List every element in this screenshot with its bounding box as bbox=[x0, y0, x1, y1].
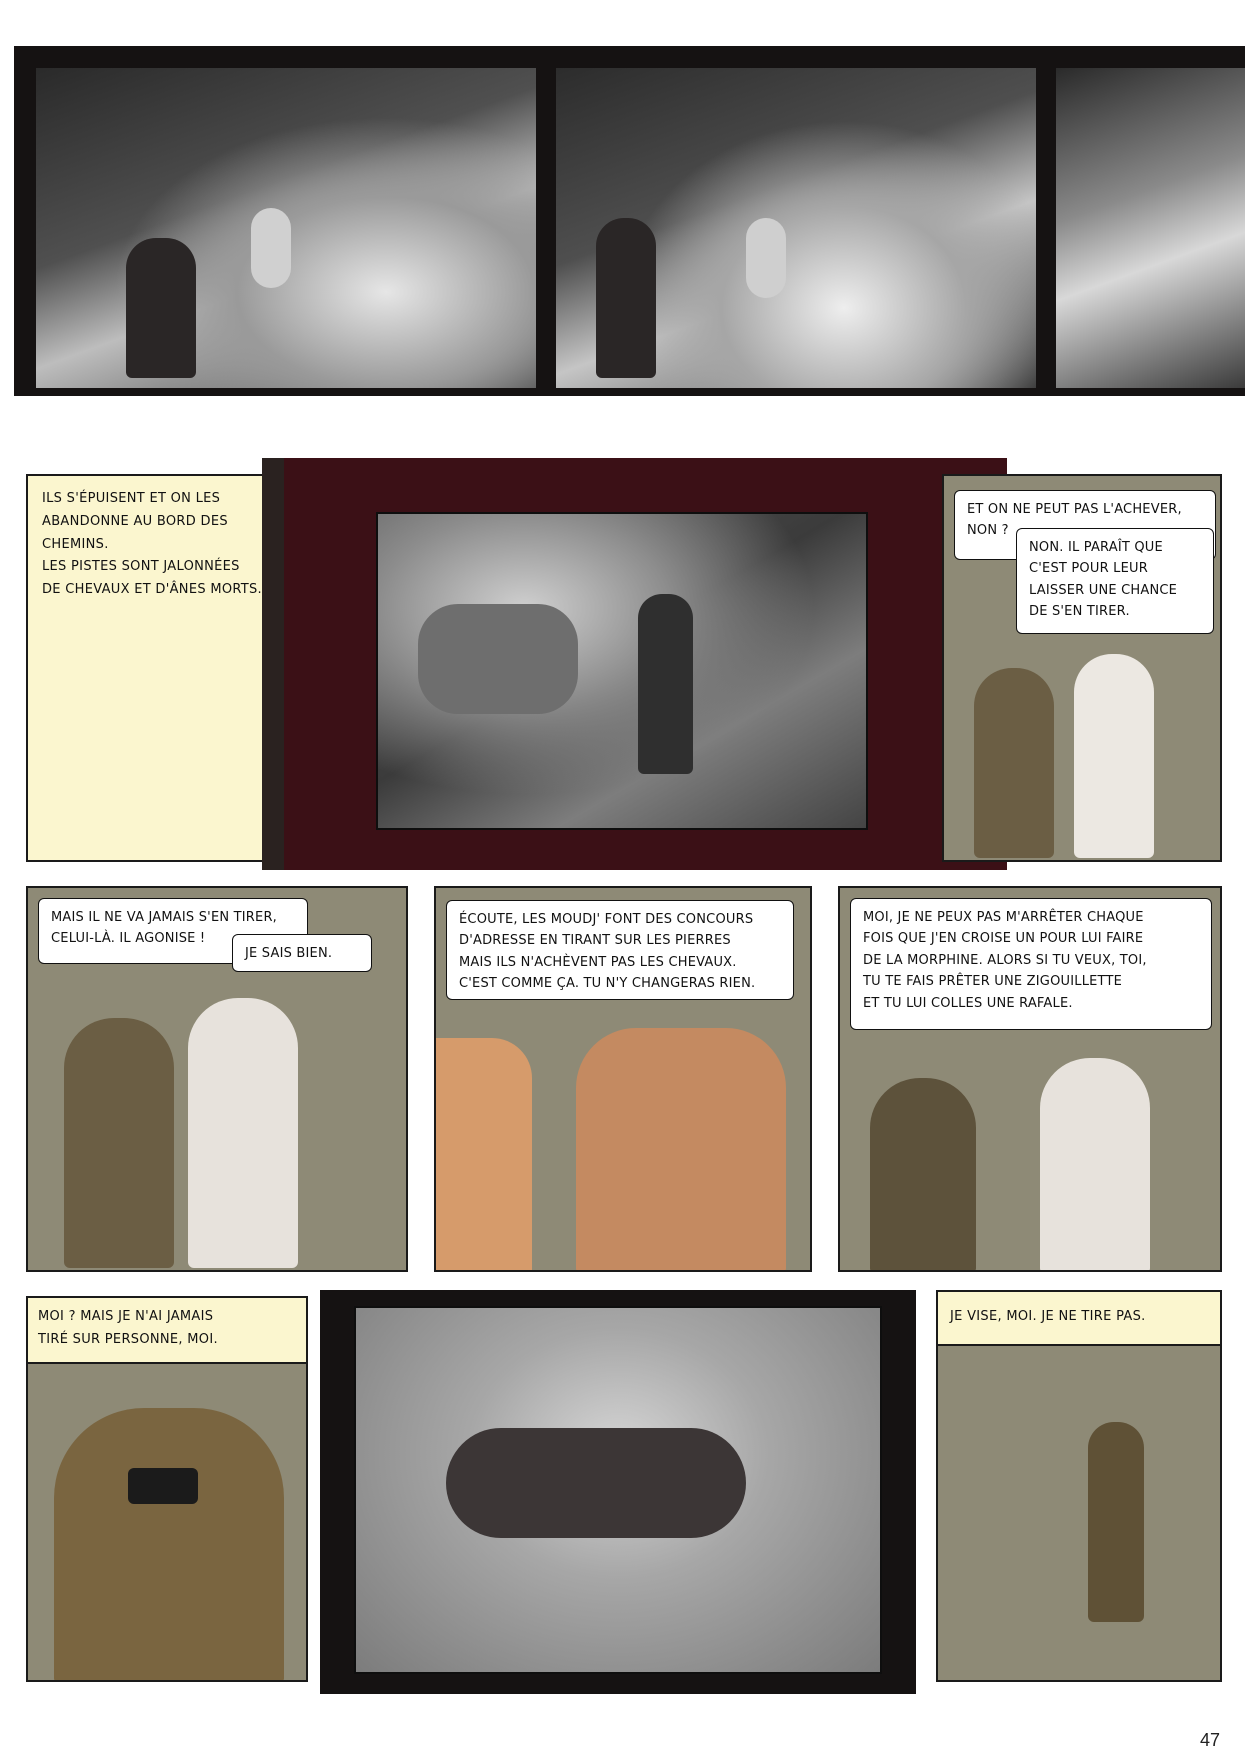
photographer-figure-2 bbox=[64, 1018, 174, 1268]
caption-never-shot: MOI ? MAIS JE N'AI JAMAIS TIRÉ SUR PERSONNE, MOI. bbox=[26, 1296, 308, 1364]
film-photo-3-partial bbox=[1056, 68, 1245, 388]
man-climbing-figure-2 bbox=[746, 218, 786, 298]
panel-photographer-camera bbox=[26, 1296, 308, 1682]
film-photo-2 bbox=[556, 68, 1036, 388]
caption-i-aim: JE VISE, MOI. JE NE TIRE PAS. bbox=[936, 1290, 1222, 1346]
man-climbing-figure bbox=[251, 208, 291, 288]
loaded-donkey-figure bbox=[418, 604, 578, 714]
panel-two-men-walking bbox=[838, 886, 1222, 1272]
lying-horse-figure bbox=[446, 1428, 746, 1538]
caption-horses-abandoned: ILS S'ÉPUISENT ET ON LES ABANDONNE AU BORD DES CHEMINS. LES PISTES SONT JALONNÉES DE CHEVAUX ET D'ÂNES MORTS. bbox=[26, 474, 306, 862]
film-strip-top bbox=[14, 46, 1245, 396]
panel-two-men-talking-2 bbox=[26, 886, 408, 1272]
photographer-figure-3 bbox=[870, 1078, 976, 1272]
photo-panel-donkey bbox=[262, 458, 1007, 870]
film-strip-horse bbox=[320, 1290, 916, 1694]
speech-bubble-morphine: MOI, JE NE PEUX PAS M'ARRÊTER CHAQUE FOIS QUE J'EN CROISE UN POUR LUI FAIRE DE LA MORPHINE. ALORS SI TU VEUX, TOI, TU TE FAIS PRÊTER UNE ZIGOUILLETTE ET TU LUI COLLES UNE RAFALE. bbox=[850, 898, 1212, 1030]
film-photo-1 bbox=[36, 68, 536, 388]
panel-man-walking-away bbox=[936, 1290, 1222, 1682]
speech-bubble-je-sais-bien: JE SAIS BIEN. bbox=[232, 934, 372, 972]
speech-bubble-agonise: MAIS IL NE VA JAMAIS S'EN TIRER, CELUI-LÀ. IL AGONISE ! bbox=[38, 898, 308, 964]
dead-horse-photo bbox=[354, 1306, 882, 1674]
panel-closeup-faces bbox=[434, 886, 812, 1272]
man-walking-away-figure bbox=[1088, 1422, 1144, 1622]
photographer-figure bbox=[974, 668, 1054, 858]
speech-bubble-chance: NON. IL PARAÎT QUE C'EST POUR LEUR LAISSER UNE CHANCE DE S'EN TIRER. bbox=[1016, 528, 1214, 634]
film-sprockets-top bbox=[14, 50, 1245, 62]
camera-icon bbox=[128, 1468, 198, 1504]
page-number: 47 bbox=[1200, 1730, 1221, 1750]
film-edge-left bbox=[262, 458, 284, 870]
pakol-hat-man-figure-3 bbox=[1040, 1058, 1150, 1272]
man-walking-figure bbox=[638, 594, 693, 774]
man-with-backpack-figure-2 bbox=[596, 218, 656, 378]
pakol-man-face-closeup bbox=[576, 1028, 786, 1272]
man-with-backpack-figure bbox=[126, 238, 196, 378]
pakol-hat-man-figure bbox=[1074, 654, 1154, 858]
speech-bubble-cant-finish: ET ON NE PEUT PAS L'ACHEVER, NON ? bbox=[954, 490, 1216, 560]
photographer-face-closeup bbox=[436, 1038, 532, 1272]
pakol-hat-man-figure-2 bbox=[188, 998, 298, 1268]
panel-two-men-talking-1 bbox=[942, 474, 1222, 862]
donkey-photo bbox=[376, 512, 868, 830]
photographer-with-camera-figure bbox=[54, 1408, 284, 1682]
speech-bubble-moudj-contest: ÉCOUTE, LES MOUDJ' FONT DES CONCOURS D'ADRESSE EN TIRANT SUR LES PIERRES MAIS ILS N'ACHÈVENT PAS LES CHEVAUX. C'EST COMME ÇA. TU N'Y CHANGERAS RIEN. bbox=[446, 900, 794, 1000]
